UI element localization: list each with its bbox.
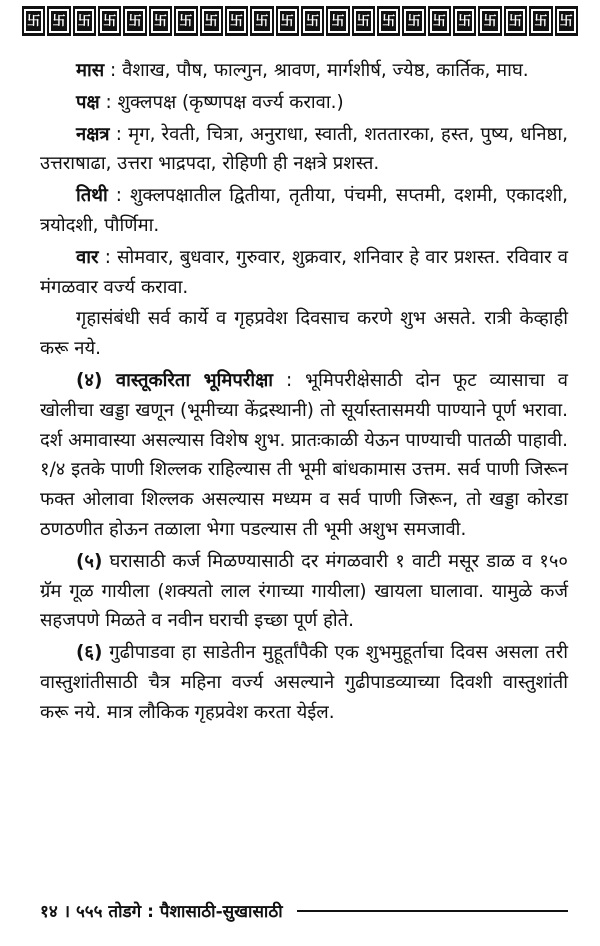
paragraph-text: घरासाठी कर्ज मिळण्यासाठी दर मंगळवारी १ वाटी मसूर डाळ व १५० ग्रॅम गूळ गायीला (शक्यतो लाल रंगाच्या गायीला) खायला घालावा. यामुळे कर्ज सहजपणे मिळते व नवीन घराची इच्छा पूर्ण होते. bbox=[40, 550, 568, 632]
swastika-icon: 卐 bbox=[176, 9, 195, 33]
term-label: तिथी bbox=[76, 185, 108, 207]
swastika-icon: 卐 bbox=[100, 9, 119, 33]
swastika-icon: 卐 bbox=[227, 9, 246, 33]
section-heading: (४) वास्तूकरिता भूमिपरीक्षा bbox=[76, 369, 274, 391]
swastika-icon: 卐 bbox=[430, 9, 449, 33]
border-ornament bbox=[504, 6, 527, 36]
swastika-icon: 卐 bbox=[252, 9, 271, 33]
border-ornament bbox=[149, 6, 172, 36]
term-label: मास bbox=[76, 60, 105, 81]
swastika-icon: 卐 bbox=[328, 9, 347, 33]
swastika-icon: 卐 bbox=[125, 9, 144, 33]
paragraph-text: सोमवार, बुधवार, गुरुवार, शुक्रवार, शनिवार हे वार प्रशस्त. रविवार व मंगळवार वर्ज्य करावा. bbox=[40, 246, 568, 298]
term-label: वार bbox=[76, 246, 99, 268]
border-ornament bbox=[352, 6, 375, 36]
paragraph-text: गृहासंबंधी सर्व कार्ये व गृहप्रवेश दिवसाच करणे शुभ असते. रात्री केव्हाही करू नये. bbox=[40, 308, 568, 360]
border-ornament bbox=[123, 6, 146, 36]
paragraph-tithi: तिथी : शुक्लपक्षातील द्वितीया, तृतीया, पंचमी, सप्तमी, दशमी, एकादशी, त्रयोदशी, पौर्णिमा. bbox=[40, 185, 568, 236]
border-ornament bbox=[200, 6, 223, 36]
swastika-icon: 卐 bbox=[24, 9, 43, 33]
border-ornament bbox=[22, 6, 45, 36]
border-ornament bbox=[250, 6, 273, 36]
swastika-icon: 卐 bbox=[404, 9, 423, 33]
border-ornament bbox=[174, 6, 197, 36]
term-label: पक्ष bbox=[76, 91, 100, 113]
border-ornament bbox=[225, 6, 248, 36]
paragraph-text: वैशाख, पौष, फाल्गुन, श्रावण, मार्गशीर्ष, ज्येष्ठ, कार्तिक, माघ. bbox=[122, 60, 529, 81]
swastika-icon: 卐 bbox=[354, 9, 373, 33]
swastika-icon: 卐 bbox=[49, 9, 68, 33]
swastika-icon: 卐 bbox=[506, 9, 525, 33]
border-ornament bbox=[453, 6, 476, 36]
decorative-border bbox=[22, 6, 578, 36]
border-ornament bbox=[402, 6, 425, 36]
swastika-icon: 卐 bbox=[531, 9, 550, 33]
border-ornament bbox=[326, 6, 349, 36]
paragraph-text: भूमिपरीक्षेसाठी दोन फूट व्यासाचा व खोलीचा खड्डा खणून (भूमीच्या केंद्रस्थानी) तो सूर्यास्तासमयी पाण्याने पूर्ण भरावा. दर्श अमावास्या असल्यास विशेष शुभ. प्रातःकाळी येऊन पाण्याची पातळी पाहावी. १/४ इतके पाणी शिल्लक राहिल्यास ती भूमी बांधकामास उत्तम. सर्व पाणी जिरून फक्त ओलावा शिल्लक असल्यास मध्यम व सर्व पाणी जिरून, तो खड्डा कोरडा ठणठणीत होऊन तळाला भेगा पडल्यास ती भूमी अशुभ समजावी. bbox=[40, 369, 568, 540]
border-ornament bbox=[98, 6, 121, 36]
swastika-icon: 卐 bbox=[557, 9, 576, 33]
border-ornament bbox=[47, 6, 70, 36]
paragraph-text: मृग, रेवती, चित्रा, अनुराधा, स्वाती, शततारका, हस्त, पुष्य, धनिष्ठा, उत्तराषाढा, उत्तरा भाद्रपदा, रोहिणी ही नक्षत्रे प्रशस्त. bbox=[40, 123, 568, 175]
term-label: नक्षत्र bbox=[76, 123, 110, 145]
footer-rule bbox=[297, 910, 568, 912]
swastika-icon: 卐 bbox=[278, 9, 297, 33]
paragraph-grihapravesh bbox=[40, 304, 568, 364]
border-ornament bbox=[276, 6, 299, 36]
paragraph-mas: मास : वैशाख, पौष, फाल्गुन, श्रावण, मार्गशीर्ष, ज्येष्ठ, कार्तिक, माघ. bbox=[76, 60, 529, 81]
paragraph-gudhipadwa bbox=[40, 638, 568, 727]
swastika-icon: 卐 bbox=[303, 9, 322, 33]
swastika-icon: 卐 bbox=[379, 9, 398, 33]
paragraph-bhumipariksha: (४) वास्तूकरिता भूमिपरीक्षा : भूमिपरीक्षेसाठी दोन फूट व्यासाचा व खोलीचा खड्डा खणून (भूमीच्या केंद्रस्थानी) तो सूर्यास्तासमयी पाण्याने पूर्ण भरावा. दर्श अमावास्या असल्यास विशेष शुभ. प्रातःकाळी येऊन पाण्याची पातळी पाहावी. १/४ इतके पाणी शिल्लक राहिल्यास ती भूमी बांधकामास उत्तम. सर्व पाणी जिरून फक्त ओलावा शिल्लक असल्यास मध्यम व सर्व पाणी जिरून, तो खड्डा कोरडा ठणठणीत होऊन तळाला भेगा पडल्यास ती भूमी अशुभ समजावी. bbox=[40, 369, 568, 540]
footer-text: १४ । ५५५ तोडगे : पैशासाठी-सुखासाठी bbox=[40, 901, 283, 922]
border-ornament bbox=[555, 6, 578, 36]
swastika-icon: 卐 bbox=[151, 9, 170, 33]
paragraph-var: वार : सोमवार, बुधवार, गुरुवार, शुक्रवार, शनिवार हे वार प्रशस्त. रविवार व मंगळवार वर्ज्य करावा. bbox=[40, 246, 568, 298]
page-body bbox=[40, 56, 568, 730]
swastika-icon: 卐 bbox=[455, 9, 474, 33]
border-ornament bbox=[301, 6, 324, 36]
swastika-icon: 卐 bbox=[202, 9, 221, 33]
border-ornament bbox=[377, 6, 400, 36]
border-ornament bbox=[478, 6, 501, 36]
paragraph-paksha: पक्ष : शुक्लपक्ष (कृष्णपक्ष वर्ज्य करावा.) bbox=[76, 91, 344, 113]
swastika-icon: 卐 bbox=[75, 9, 94, 33]
border-ornament bbox=[428, 6, 451, 36]
swastika-icon: 卐 bbox=[480, 9, 499, 33]
section-number: (५) bbox=[76, 550, 103, 572]
paragraph-text: गुढीपाडवा हा साडेतीन मुहूर्तांपैकी एक शुभमुहूर्ताचा दिवस असला तरी वास्तुशांतीसाठी चैत्र महिना वर्ज्य असल्याने गुढीपाडव्याच्या दिवशी वास्तुशांती करू नये. मात्र लौकिक गृहप्रवेश करता येईल. bbox=[40, 642, 568, 723]
section-number: (६) bbox=[76, 642, 103, 664]
border-ornament bbox=[529, 6, 552, 36]
page-footer bbox=[40, 896, 568, 924]
border-ornament bbox=[73, 6, 96, 36]
paragraph-karj bbox=[40, 547, 568, 636]
paragraph-text: शुक्लपक्षातील द्वितीया, तृतीया, पंचमी, सप्तमी, दशमी, एकादशी, त्रयोदशी, पौर्णिमा. bbox=[40, 185, 568, 236]
paragraph-text: शुक्लपक्ष (कृष्णपक्ष वर्ज्य करावा.) bbox=[117, 91, 344, 113]
paragraph-nakshatra: नक्षत्र : मृग, रेवती, चित्रा, अनुराधा, स्वाती, शततारका, हस्त, पुष्य, धनिष्ठा, उत्तराषाढा, उत्तरा भाद्रपदा, रोहिणी ही नक्षत्रे प्रशस्त. bbox=[40, 123, 568, 175]
